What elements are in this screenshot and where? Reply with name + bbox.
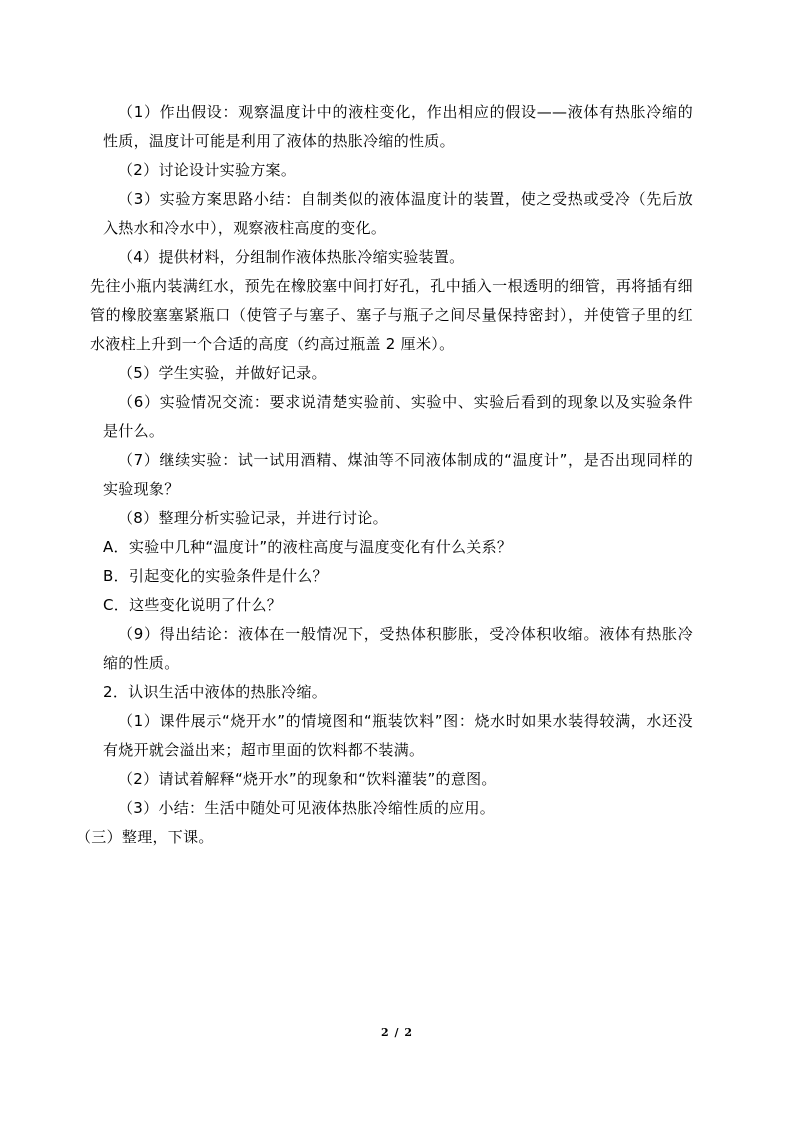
page-number: 2 / 2 <box>381 1026 413 1039</box>
paragraph-provide-materials: （4）提供材料，分组制作液体热胀冷缩实验装置。 <box>118 248 465 266</box>
paragraph-discuss-plan: （2）讨论设计实验方案。 <box>118 161 297 179</box>
paragraph-conclusion: （9）得出结论：液体在一般情况下，受热体积膨胀，受冷体积收缩。液体有热胀冷缩的性质。 <box>103 625 693 672</box>
paragraph-explain-phenomenon: （2）请试着解释“烧开水”的现象和“饮料灌装”的意图。 <box>118 770 497 788</box>
paragraph-courseware-display: （1）课件展示“烧开水”的情境图和“瓶装饮料”图：烧水时如果水装得较满，水还没有烧开就会溢出来；超市里面的饮料都不装满。 <box>103 712 693 759</box>
paragraph-student-experiment: （5）学生实验，并做好记录。 <box>118 364 327 382</box>
paragraph-plan-summary: （3）实验方案思路小结：自制类似的液体温度计的装置，使之受热或受冷（先后放入热水和冷水中），观察液柱高度的变化。 <box>103 190 693 237</box>
paragraph-question-c: C．这些变化说明了什么？ <box>103 596 283 614</box>
paragraph-procedure: 先往小瓶内装满红水，预先在橡胶塞中间打好孔，孔中插入一根透明的细管，再将插有细管的橡胶塞塞紧瓶口（使管子与塞子、塞子与瓶子之间尽量保持密封），并使管子里的红水液柱上升到一个合适的高度（约高过瓶盖 2 厘米）。 <box>90 277 693 353</box>
paragraph-summary: （3）小结：生活中随处可见液体热胀冷缩性质的应用。 <box>118 799 496 817</box>
paragraph-continue-experiment: （7）继续实验：试一试用酒精、煤油等不同液体制成的“温度计”，是否出现同样的实验现象？ <box>103 451 693 498</box>
document-body <box>76 98 693 852</box>
paragraph-analyze-records: （8）整理分析实验记录，并进行讨论。 <box>118 509 388 527</box>
paragraph-question-a: A．实验中几种“温度计”的液柱高度与温度变化有什么关系？ <box>103 538 513 556</box>
paragraph-section-2-heading: 2．认识生活中液体的热胀冷缩。 <box>103 683 328 701</box>
paragraph-section-3-heading: （三）整理，下课。 <box>76 828 214 846</box>
paragraph-hypothesis: （1）作出假设：观察温度计中的液柱变化，作出相应的假设——液体有热胀冷缩的性质，温度计可能是利用了液体的热胀冷缩的性质。 <box>103 103 693 150</box>
paragraph-question-b: B．引起变化的实验条件是什么？ <box>103 567 328 585</box>
paragraph-experiment-exchange: （6）实验情况交流：要求说清楚实验前、实验中、实验后看到的现象以及实验条件是什么。 <box>103 393 693 440</box>
